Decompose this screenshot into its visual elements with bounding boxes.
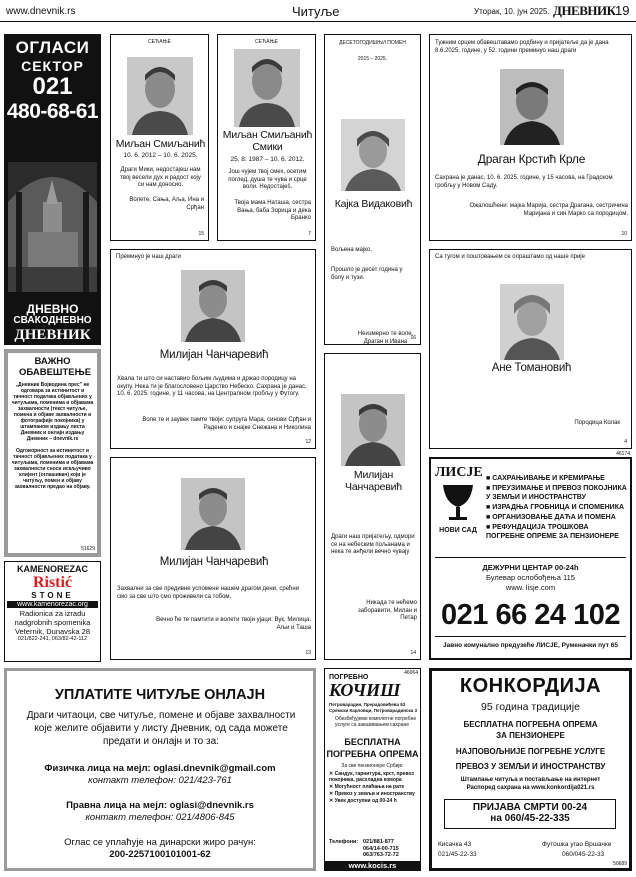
obituary-text: Драги наш пријатељу, одмори се на небеским пољанама и нека те анђели вечно чувају <box>331 534 415 555</box>
kamen-site[interactable]: www.kamenorezac.org <box>7 601 98 608</box>
obituary-name: Кајка Видаковић <box>334 198 413 210</box>
obituary-dates: 10. 6. 2012 – 10. 6. 2025. <box>123 152 198 159</box>
konk-line-5: Штампање читуља и постављање на интернет <box>460 777 601 783</box>
konk-line-8[interactable]: на 060/45-22-335 <box>490 813 570 824</box>
konk-line-3: НАЈПОВОЉНИЈЕ ПОГРЕБНЕ УСЛУГЕ <box>455 747 606 756</box>
lisje-ad[interactable] <box>429 451 632 660</box>
obituary-number: 15 <box>198 231 204 237</box>
obituary-label: ДЕСЕТОГОДИШЊИ ПОМЕН <box>339 40 406 46</box>
lisje-service-item: ■ ИЗРАДЊА ГРОБНИЦА И СПОМЕНИКА <box>486 504 625 511</box>
obituary-name: Миљан Смиљанић Смики <box>222 129 313 153</box>
obituary-number: 4 <box>624 439 627 445</box>
important-body: „Дневник Војводина прес” не одговара за истинитост и тачност података објављених у читуљама, поменима и објавама захвалности (текст читуље, помена и објаве захвалности и фотографије покојника) у штампаном издању листа Дневник и онлајн издању Дневник – dnevnik.rs <box>11 382 94 442</box>
obituary-years: 2015 – 2025. <box>357 56 388 62</box>
obituary-text: Хвала ти што си наставио бољим људима и држао породицу на окупу. Нека ти је благословено Царство Небеско. Сахрана је данас, 10. 6. 2025. године, у 11 часова, на Централном гробљу у Футогу. <box>117 376 307 397</box>
kamen-line-3: Veternik, Dunavska 28 <box>14 627 91 636</box>
obituary-text: Сахрана је данас, 10. 6. 2025. године, у 15 часова, на Градском гробљу у Новом Саду. <box>435 175 613 189</box>
obituary-name: Милијан Чанчаревић <box>345 469 402 493</box>
kocis-tel-label: Телефони: <box>329 839 359 845</box>
portrait-photo <box>234 49 300 127</box>
obituary-signature: Волете, Сања, Аља, Ина и Срђан <box>129 197 204 211</box>
ads-sector-ad[interactable] <box>4 34 101 345</box>
obituary-text: Још чујем твој смех, осетим поглед, душа те чува и срце воли. Недостаješ. <box>228 169 307 190</box>
portrait-photo <box>341 394 405 466</box>
kamen-stone: STONE <box>31 591 74 600</box>
obituary-name: Ане Томановић <box>491 362 572 374</box>
kamen-title: KAMENOREZAC <box>17 564 88 574</box>
slogan-dnevno: ДНЕВНО <box>26 302 79 316</box>
konk-report-box <box>444 799 616 829</box>
ads-sector: СЕКТОР <box>21 58 84 74</box>
konk-years: 95 година традиције <box>481 701 580 713</box>
kocis-line-1: Обезбеђујемо комплетне погребне услуге са заказивањем сахране <box>335 716 417 728</box>
ads-phone: 480-68-61 <box>6 100 99 123</box>
header-site[interactable]: www.dnevnik.rs <box>6 6 76 17</box>
online-physical-phone: контакт телефон: 021/423-761 <box>88 775 232 786</box>
lisje-divider-2 <box>435 636 626 637</box>
konk-brand: КОНКОРДИЈА <box>459 675 602 697</box>
obituary-number: 16 <box>410 335 416 341</box>
konk-address-1: Кисачка 43 <box>438 841 472 848</box>
ads-code: 021 <box>32 73 73 100</box>
kocis-tels <box>363 839 399 859</box>
kocis-item: ✕ Сандук, гарнитура, крст, превоз покојника, расхладна комора <box>329 771 414 783</box>
lisje-service-item: ■ РЕФУНДАЦИЈА ТРОШКОВА ПОГРЕБНЕ ОПРЕМЕ ЗА ПЕНЗИОНЕРЕ <box>486 524 619 540</box>
portrait-photo <box>500 284 564 360</box>
kocis-free-1: БЕСПЛАТНА <box>344 737 401 747</box>
kocis-item: ✕ Превоз у земљи и иностранству <box>329 791 415 797</box>
lisje-site[interactable]: www. lisje.com <box>505 583 556 592</box>
obituary-intro: Са тугом и поштовањем се опраштамо од наше прије <box>435 254 585 260</box>
kamen-brand: Ristić <box>32 574 73 591</box>
kocis-brand: КОЧИШ <box>329 680 401 700</box>
lisje-service-item: ■ САХРАЊИВАЊЕ И КРЕМИРАЊЕ <box>486 475 605 482</box>
kamen-line-1: Radionica za izradu <box>19 609 86 618</box>
online-legal-phone: контакт телефон: 021/4806-845 <box>85 812 235 823</box>
obituary-kajka <box>324 34 421 345</box>
obituary-dragan <box>429 34 632 241</box>
important-body-2: Одговорност за истинитост и тачност објављених података у читуљама, поменима и објавама захвалности сноси искључиво клијент (оглашивач) који је читуљу, помен и објаву захвалности предао на објаву. <box>11 448 94 490</box>
konk-address-2-tel[interactable]: 060/045-22-33 <box>562 851 605 858</box>
kocis-tel[interactable]: 064/14-00-715 <box>363 845 399 852</box>
lisje-address: Булевар ослобођења 115 <box>486 573 575 582</box>
obituary-signature: Ожалошћени: мајка Марија, сестра Драгана, сестричина Маријана и син Марко са породицом. <box>469 203 628 217</box>
obituary-number: 14 <box>410 650 416 656</box>
obituary-signature: Вечно ће те памтити и волети твоји ујаци: Вук, Милица, Аљи и Таша <box>156 617 311 631</box>
online-payment-text: Оглас се уплаћује на динарски жиро рачун: <box>64 837 256 848</box>
obituary-text-1: Вољена мајко, <box>331 247 372 253</box>
obituary-name: Миљан Смиљанић <box>115 138 206 150</box>
portrait-photo <box>181 478 245 550</box>
portrait-photo <box>341 119 405 191</box>
lisje-service-item: ■ ПРЕУЗИМАЊЕ И ПРЕВОЗ ПОКОЈНИКА У ЗЕМЉИ И ИНОСТРАНСТВУ <box>486 485 627 501</box>
kocis-tel[interactable]: 021/881-877 <box>363 839 394 845</box>
obituary-text: Драги Мики, недостајеш нам твој весели дух и радост коју си нам доносио. <box>120 167 201 188</box>
obituary-dates: 25. 8. 1987 – 10. 6. 2012. <box>230 156 305 163</box>
ads-title: ОГЛАСИ <box>15 38 90 57</box>
kocis-code: 46064 <box>404 670 418 676</box>
city-hall-image <box>8 162 97 292</box>
goblet-icon <box>441 483 475 523</box>
konk-line-2: ЗА ПЕНЗИОНЕРЕ <box>496 731 565 740</box>
obituary-signature: Твоја мама Наташа, сестра Вања, баба Зорица и дека Бранко <box>234 200 311 221</box>
online-legal-email[interactable]: Правна лица на мејл: oglasi@dnevnik.rs <box>66 800 254 811</box>
obituary-label: СЕЋАЊЕ <box>148 39 171 45</box>
obituary-milijan-1 <box>110 249 316 449</box>
lisje-center: ДЕЖУРНИ ЦЕНТАР 00-24h <box>482 563 579 572</box>
kocis-ad[interactable] <box>324 668 421 871</box>
kamen-line-2: nadgrobnih spomenika <box>14 618 91 627</box>
lisje-phone[interactable]: 021 66 24 102 <box>441 599 620 631</box>
online-account: 200-2257100101001-62 <box>109 849 211 860</box>
header-section: Читуље <box>292 4 340 19</box>
online-intro: Драги читаоци, све читуље, помене и објаве захвалности које желите објавити у листу Дневник, од сада можете предати и онлајн и то за: <box>26 710 296 747</box>
lisje-code: 46174 <box>616 451 630 457</box>
obituary-number: 10 <box>621 231 627 237</box>
header-logo: ДНЕВНИК <box>553 3 616 18</box>
konk-line-4: ПРЕВОЗ У ЗЕМЉИ И ИНОСТРАНСТВУ <box>455 762 606 771</box>
obituary-miljan-2 <box>217 34 316 241</box>
lisje-services <box>486 474 628 542</box>
obituary-ane <box>429 249 632 449</box>
obituary-miljan-1 <box>110 34 209 241</box>
important-code: 51629 <box>81 546 95 552</box>
kocis-pensioners: За све пензионере Србије: <box>341 763 404 769</box>
obituary-name: Драган Крстић Крле <box>477 152 586 166</box>
obituary-number: 13 <box>305 650 311 656</box>
konk-address-1-tel[interactable]: 021/45-22-33 <box>438 851 477 858</box>
obituary-name: Милијан Чанчаревић <box>159 556 269 568</box>
konk-address-2: Футошка угао Вршачке <box>542 841 612 848</box>
lisje-sub: НОВИ САД <box>439 527 477 534</box>
portrait-photo <box>127 57 193 135</box>
obituary-label: СЕЋАЊЕ <box>255 39 278 45</box>
obituary-text-2: Прошло је десет година у болу и тузи. <box>331 267 403 281</box>
lisje-divider <box>435 557 626 558</box>
online-title: УПЛАТИТЕ ЧИТУЉЕ ОНЛАЈН <box>54 687 266 703</box>
kamenorezac-ad[interactable] <box>4 561 101 662</box>
obituary-intro: Тужним срцем обавештавамо родбину и пријатеље да је дана 8.6.2025. године, у 52. години преминуо наш драги <box>435 40 609 54</box>
page-header <box>0 0 636 22</box>
portrait-photo <box>500 69 564 145</box>
kocis-top: ПОГРЕБНО <box>329 674 369 681</box>
konk-line-7: ПРИЈАВА СМРТИ 00-24 <box>472 802 588 813</box>
important-title: ВАЖНО ОБАВЕШТЕЊЕ <box>19 356 92 378</box>
obituary-signature: Воле те и заувек памте твоји: супруга Мара, синови Срђан и Раденко и снајке Снежана и Николина <box>142 417 311 431</box>
konk-line-1: БЕСПЛАТНА ПОГРЕБНА ОПРЕМА <box>463 720 598 729</box>
kamen-phones: 021/822-241, 063/82-42-112 <box>17 636 88 642</box>
kocis-free-2: ПОГРЕБНА ОПРЕМА <box>326 749 419 759</box>
obituary-signature: Никада те нећемо заборавити, Милан и Петар <box>357 600 417 621</box>
obituary-milijan-2 <box>110 457 316 660</box>
kocis-site[interactable]: www.kocis.rs <box>325 861 420 870</box>
obituary-milijan-3 <box>324 353 421 660</box>
konk-code: 50689 <box>613 861 627 867</box>
konk-line-6[interactable]: Распоред сахрана на www.konkordija021.rs <box>466 785 595 791</box>
kocis-item: ✕ Увек доступни од 00-24 h <box>329 798 397 804</box>
obituary-signature: Неизмерно те воле, Драган и Ивана <box>357 331 414 345</box>
kocis-address: Петроварадин, Прерадовићева 53 Сремски Карловци, Петроварадинска 3 <box>329 702 417 713</box>
kocis-tel[interactable]: 063/763-72-72 <box>363 852 399 858</box>
kocis-items <box>329 771 419 804</box>
lisje-brand: ЛИСЈЕ <box>435 465 483 480</box>
konkordija-ad[interactable] <box>429 668 632 871</box>
obituary-name: Милијан Чанчаревић <box>159 349 269 361</box>
obituary-intro: Преминуо је наш драги <box>116 254 181 260</box>
lisje-service-item: ■ ОРГАНИЗОВАЊЕ ДАЋА И ПОМЕНА <box>486 514 616 521</box>
online-payment-notice <box>4 668 316 871</box>
obituary-number: 12 <box>305 439 311 445</box>
kocis-item: ✕ Могућност плаћања на рате <box>329 784 405 790</box>
portrait-photo <box>181 270 245 342</box>
obituary-text: Захвални за све предивне успомене нашем драгом дени, срећни смо за све што смо проживели са тобом. <box>117 586 300 600</box>
header-date: Уторак, 10. јун 2025. <box>474 7 550 16</box>
obituary-number: 7 <box>308 231 311 237</box>
important-notice <box>4 349 101 557</box>
page-number: 19 <box>615 3 630 18</box>
obituary-signature: Породица Колак <box>574 420 620 426</box>
online-physical-email[interactable]: Физичка лица на мејл: oglasi.dnevnik@gmail.com <box>44 763 276 774</box>
slogan-dnevnik: ДНЕВНИК <box>14 327 91 343</box>
lisje-footer: Јавно комунално предузеће ЛИСЈЕ, Руменачки пут 65 <box>443 642 618 649</box>
slogan-svakodnevno: СВАКОДНЕВНО <box>13 315 92 326</box>
